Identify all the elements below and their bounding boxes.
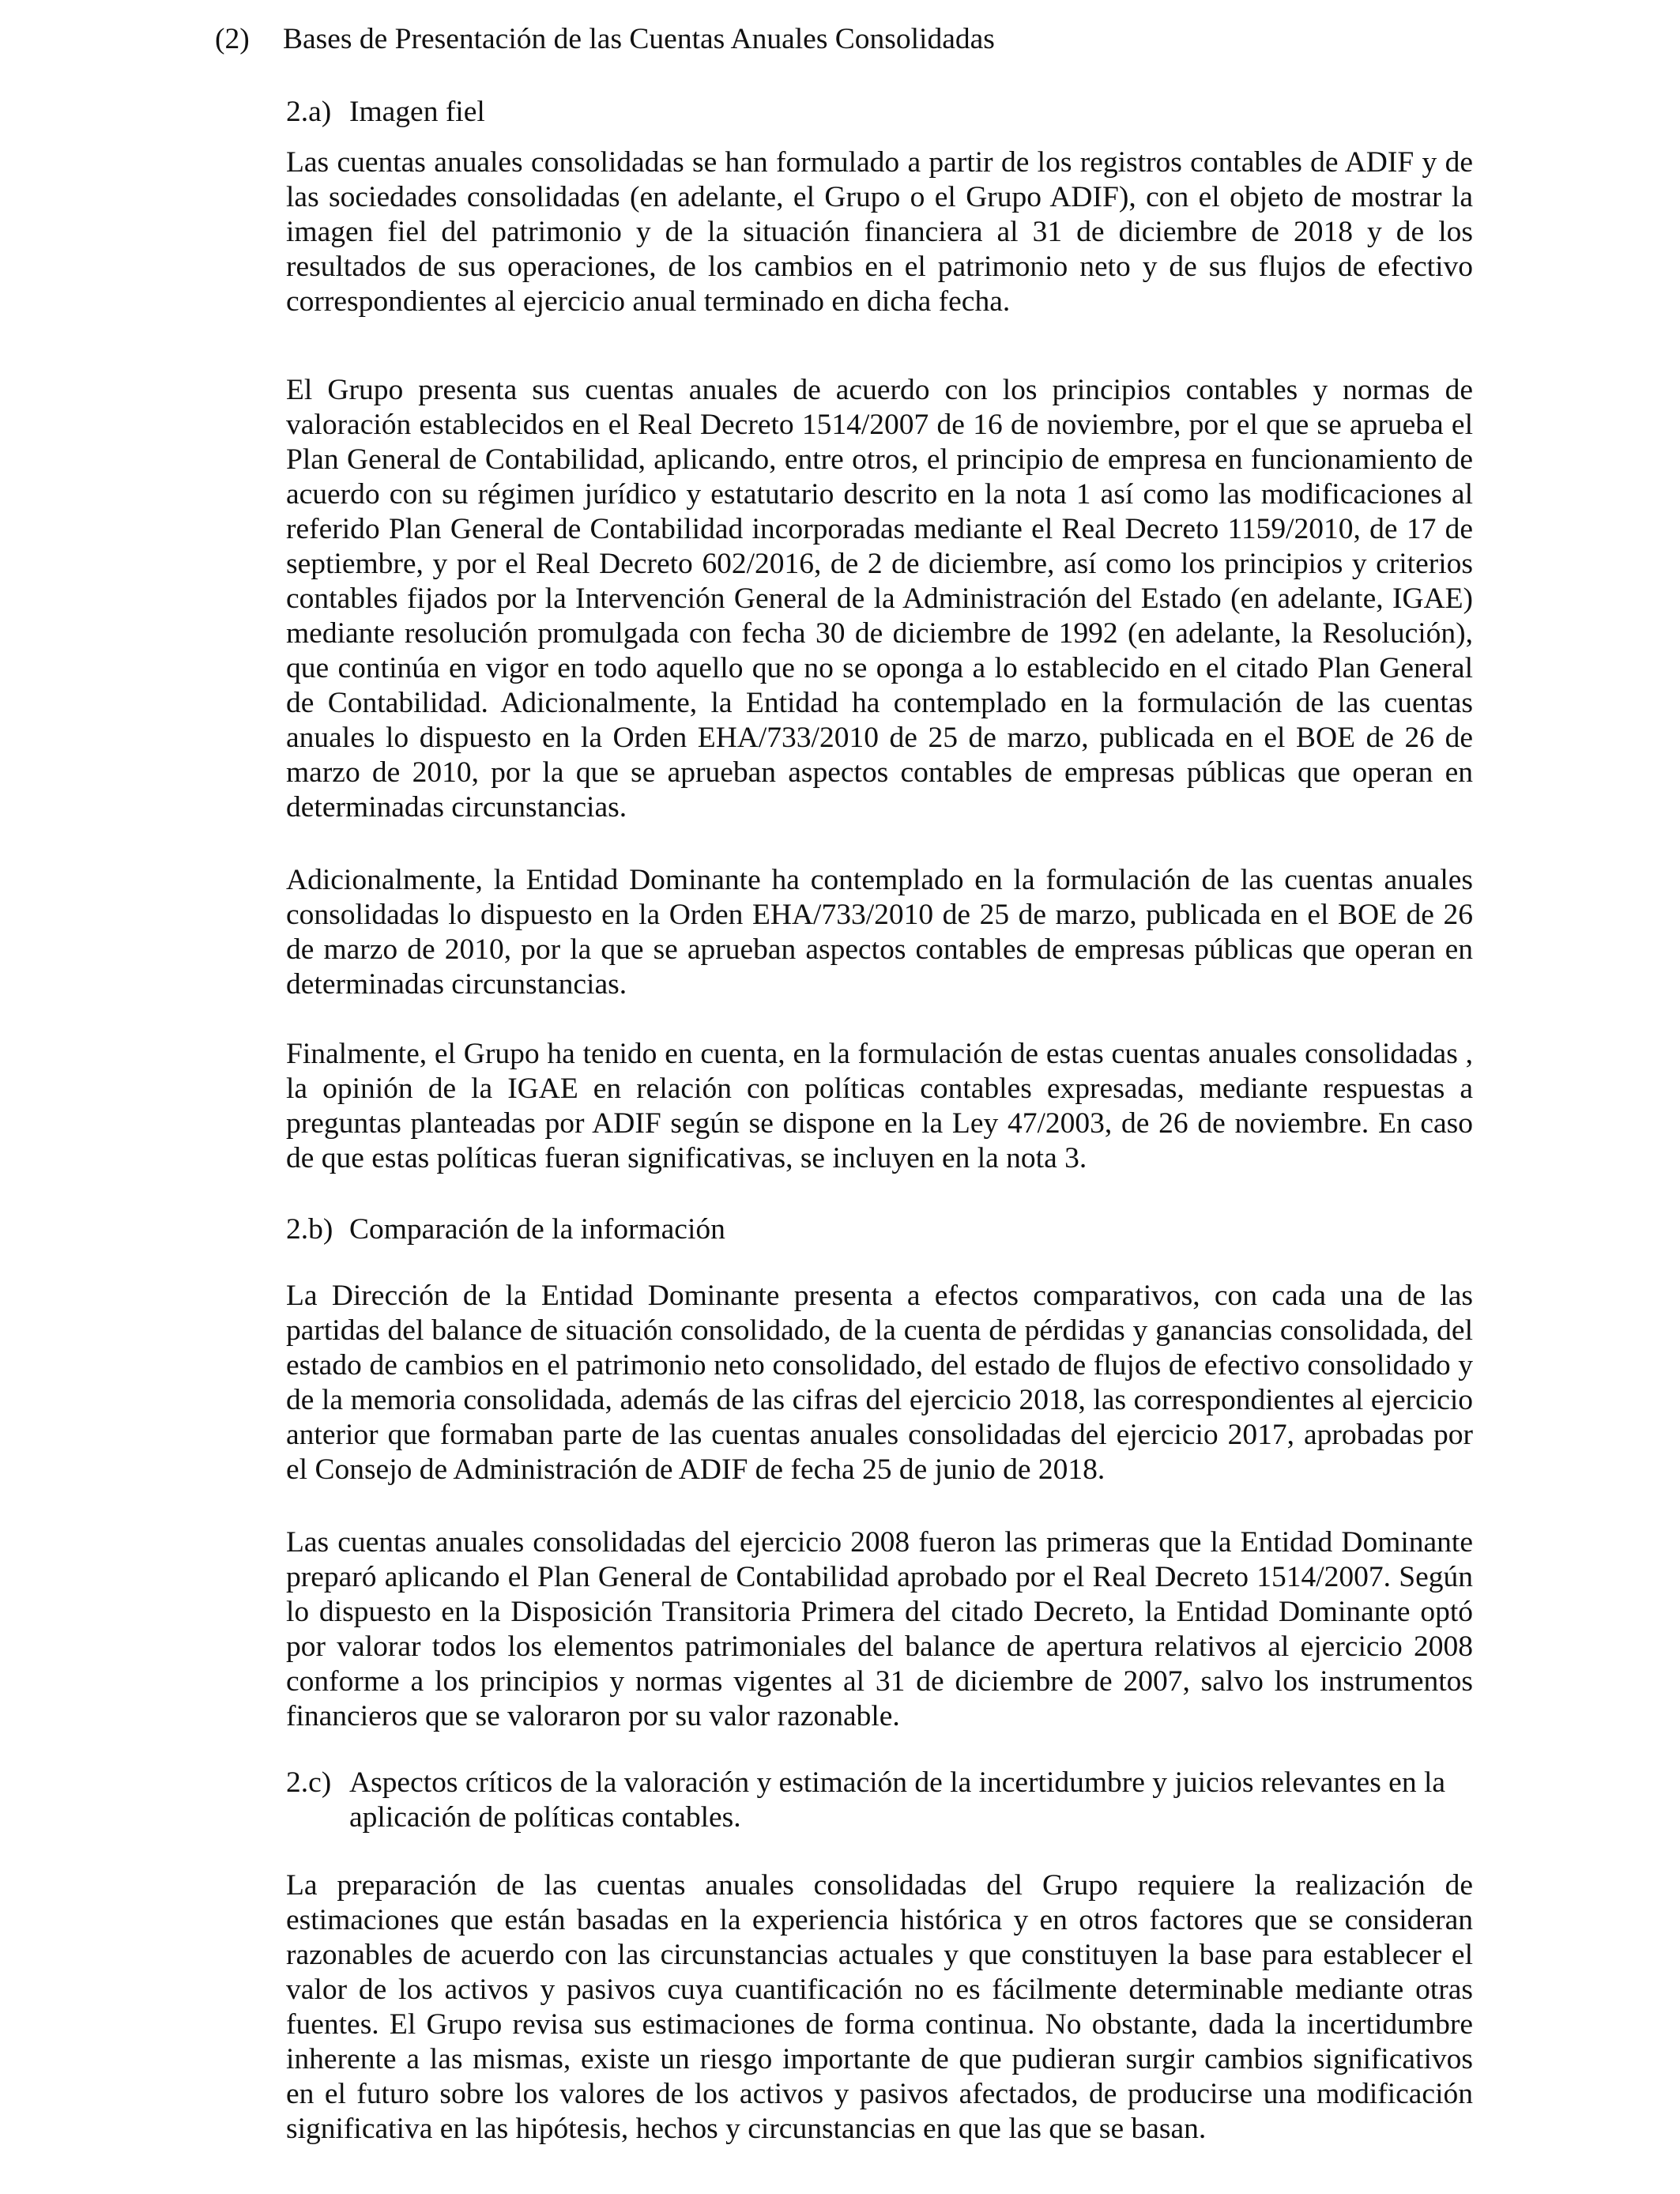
- paragraph: Adicionalmente, la Entidad Dominante ha contemplado en la formulación de las cuentas anuales consolidadas lo dispuesto en la Orden EHA/733/2010 de 25 de marzo, publicada en el BOE de 26 de marzo de 2010, por la que se aprueban aspectos contables de empresas públicas que operan en determinadas circunstancias.: [286, 864, 1473, 1001]
- subsection-title: Imagen fiel: [349, 96, 485, 128]
- paragraph: Las cuentas anuales consolidadas del ejercicio 2008 fueron las primeras que la Entidad Dominante preparó aplicando el Plan General de Contabilidad aprobado por el Real Decreto 1514/2007. Según lo dispuesto en la Disposición Transitoria Primera del citado Decreto, la Entidad Dominante optó por valorar todos los elementos patrimoniales del balance de apertura relativos al ejercicio 2008 conforme a los principios y normas vigentes al 31 de diciembre de 2007, salvo los instrumentos financieros que se valoraron por su valor razonable.: [286, 1526, 1473, 1732]
- section-heading: [215, 19, 995, 60]
- subsection-title: Aspectos críticos de la valoración y estimación de la incertidumbre y juicios relevantes en la aplicación de políticas contables.: [349, 1766, 1446, 1834]
- paragraph: Las cuentas anuales consolidadas se han formulado a partir de los registros contables de ADIF y de las sociedades consolidadas (en adelante, el Grupo o el Grupo ADIF), con el objeto de mostrar la imagen fiel del patrimonio y de la situación financiera al 31 de diciembre de 2018 y de los resultados de sus operaciones, de los cambios en el patrimonio neto y de sus flujos de efectivo correspondientes al ejercicio anual terminado en dicha fecha.: [286, 146, 1473, 318]
- paragraph: La preparación de las cuentas anuales consolidadas del Grupo requiere la realización de estimaciones que están basadas en la experiencia histórica y en otros factores que se consideran razonables de acuerdo con las circunstancias actuales y que constituyen la base para establecer el valor de los activos y pasivos cuya cuantificación no es fácilmente determinable mediante otras fuentes. El Grupo revisa sus estimaciones de forma continua. No obstante, dada la incertidumbre inherente a las mismas, existe un riesgo importante de que pudieran surgir cambios significativos en el futuro sobre los valores de los activos y pasivos afectados, de producirse una modificación significativa en las hipótesis, hechos y circunstancias en que las que se basan.: [286, 1869, 1473, 2145]
- subsection-title: Comparación de la información: [349, 1213, 725, 1246]
- subsection-number: 2.b): [286, 1213, 333, 1246]
- subsection-heading-2c: [286, 1766, 1487, 1835]
- paragraph: La Dirección de la Entidad Dominante presenta a efectos comparativos, con cada una de las partidas del balance de situación consolidado, de la cuenta de pérdidas y ganancias consolidada, del estado de cambios en el patrimonio neto consolidado, del estado de flujos de efectivo consolidado y de la memoria consolidada, además de las cifras del ejercicio 2018, las correspondientes al ejercicio anterior que formaban parte de las cuentas anuales consolidadas del ejercicio 2017, aprobadas por el Consejo de Administración de ADIF de fecha 25 de junio de 2018.: [286, 1280, 1473, 1486]
- subsection-number: 2.c): [286, 1766, 332, 1799]
- subsection-heading-2b: [286, 1209, 725, 1250]
- section-number: (2): [215, 23, 250, 55]
- paragraph: Finalmente, el Grupo ha tenido en cuenta, en la formulación de estas cuentas anuales consolidadas , la opinión de la IGAE en relación con políticas contables expresadas, mediante respuestas a preguntas planteadas por ADIF según se dispone en la Ley 47/2003, de 26 de noviembre. En caso de que estas políticas fueran significativas, se incluyen en la nota 3.: [286, 1038, 1473, 1174]
- subsection-number: 2.a): [286, 96, 332, 128]
- section-title: Bases de Presentación de las Cuentas Anuales Consolidadas: [283, 23, 995, 55]
- paragraph: El Grupo presenta sus cuentas anuales de acuerdo con los principios contables y normas de valoración establecidos en el Real Decreto 1514/2007 de 16 de noviembre, por el que se aprueba el Plan General de Contabilidad, aplicando, entre otros, el principio de empresa en funcionamiento de acuerdo con su régimen jurídico y estatutario descrito en la nota 1 así como las modificaciones al referido Plan General de Contabilidad incorporadas mediante el Real Decreto 1159/2010, de 17 de septiembre, y por el Real Decreto 602/2016, de 2 de diciembre, así como los principios y criterios contables fijados por la Intervención General de la Administración del Estado (en adelante, IGAE) mediante resolución promulgada con fecha 30 de diciembre de 1992 (en adelante, la Resolución), que continúa en vigor en todo aquello que no se oponga a lo establecido en el citado Plan General de Contabilidad. Adicionalmente, la Entidad ha contemplado en la formulación de las cuentas anuales lo dispuesto en la Orden EHA/733/2010 de 25 de marzo, publicada en el BOE de 26 de marzo de 2010, por la que se aprueban aspectos contables de empresas públicas que operan en determinadas circunstancias.: [286, 374, 1473, 824]
- subsection-heading-2a: [286, 92, 485, 133]
